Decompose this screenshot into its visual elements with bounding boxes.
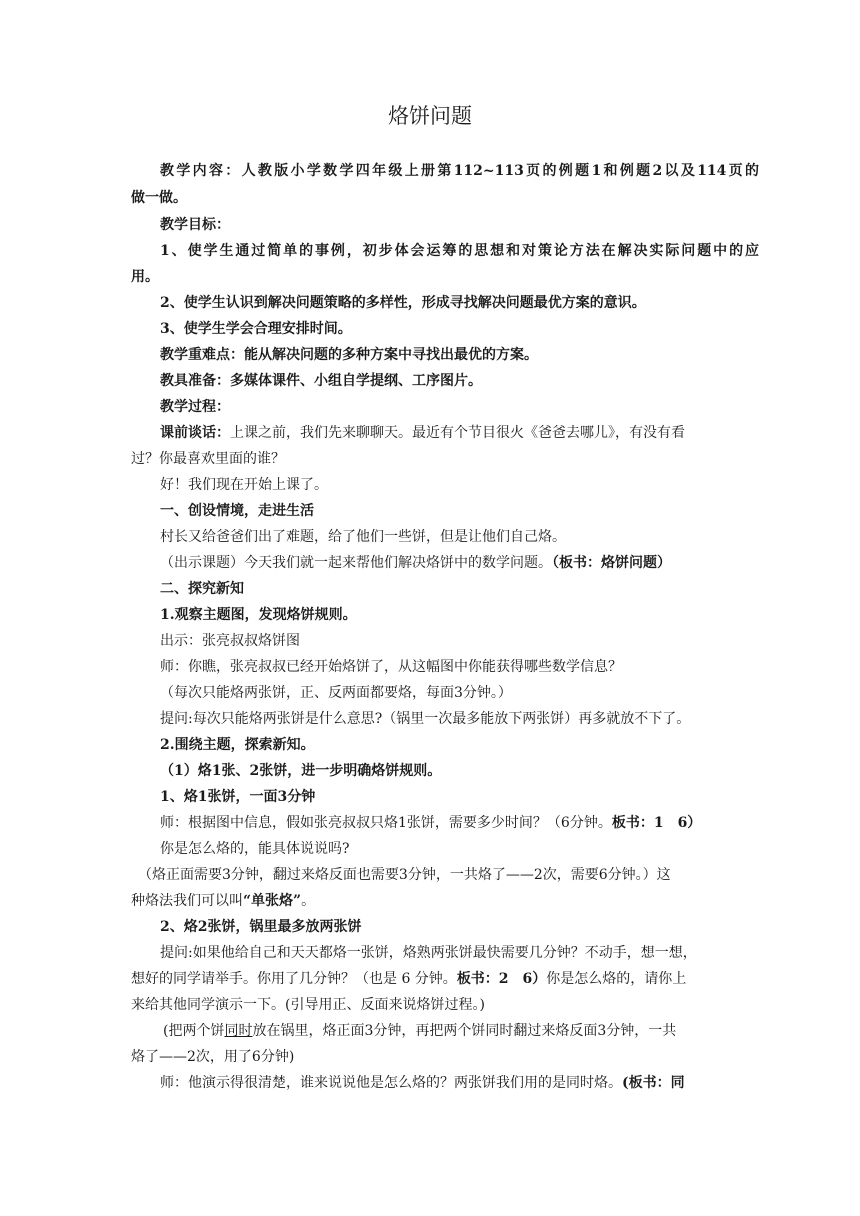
section-1-paragraph-2 xyxy=(160,553,671,573)
question-2-line-1: 提问:如果他给自己和天天都烙一张饼，烙熟两张饼最快需要几分钟？不动手，想一想， xyxy=(160,945,697,961)
section-1-text: （出示课题）今天我们就一起来帮他们解决烙饼中的数学问题。 xyxy=(160,555,552,571)
pre-talk-line-1 xyxy=(160,423,685,443)
question-2-text: 想好的同学请举手。你用了几分钟？（也是 6 分钟。 xyxy=(131,971,457,987)
teacher-line-2 xyxy=(160,813,701,833)
content-line-2: 做一做。 xyxy=(131,190,187,206)
question-2-tail: 你是怎么烙的，请你上 xyxy=(546,971,687,987)
board-note-title: （板书：烙饼问题） xyxy=(552,555,671,571)
show-picture-line: 出示：张亮叔叔烙饼图 xyxy=(160,633,300,649)
goal-1-line-2: 用。 xyxy=(131,269,159,285)
pre-talk-line-2: 过？你最喜欢里面的谁？ xyxy=(131,451,285,467)
key-points: 教学重难点：能从解决问题的多种方案中寻找出最优的方案。 xyxy=(160,347,538,363)
goal-2: 2、使学生认识到解决问题策略的多样性，形成寻找解决问题最优方案的意识。 xyxy=(160,295,646,311)
answer-1-end: 。 xyxy=(301,893,316,909)
section-1-heading: 一、创设情境，走进生活 xyxy=(160,503,314,519)
subsection-2-heading: 2.围绕主题，探索新知。 xyxy=(160,737,315,753)
answer-2-text-c: 放在锅里，烙正面3分钟，再把两个饼同时翻过来烙反面3分钟，一共 xyxy=(252,1023,677,1039)
question-line-1: 提问:每次只能烙两张饼是什么意思?（锅里一次最多能放下两张饼）再多就放不下了。 xyxy=(160,711,691,727)
single-bake-term: “单张烙” xyxy=(243,893,302,909)
answer-1-line-1: （烙正面需要3分钟，翻过来烙反面也需要3分钟，一共烙了——2次，需要6分钟。）这 xyxy=(138,867,671,883)
pre-talk-text: 上课之前，我们先来聊聊天。最近有个节目很火《爸爸去哪儿》，有没有看 xyxy=(230,425,685,441)
content-line-1: 教学内容：人教版小学数学四年级上册第112~113页的例题1和例题2以及114页的 xyxy=(160,163,759,179)
question-2-line-3: 来给其他同学演示一下。(引导用正、反面来说烙饼过程。) xyxy=(131,997,485,1013)
answer-2-line-2: 烙了——2次，用了6分钟) xyxy=(131,1049,295,1065)
heading-goals: 教学目标： xyxy=(160,217,230,233)
simultaneous-term: 同时 xyxy=(224,1023,253,1039)
answer-2-line-1 xyxy=(163,1021,676,1041)
question-2-line-2 xyxy=(131,969,686,989)
teacher-line-2-text: 师：根据图中信息，假如张亮叔叔只烙1张饼，需要多少时间？（6分钟。 xyxy=(160,815,612,831)
pre-talk-label: 课前谈话： xyxy=(160,425,230,441)
section-2-heading: 二、探究新知 xyxy=(160,581,244,597)
board-note-1: 板书：1 6） xyxy=(611,815,702,831)
teacher-line-3 xyxy=(160,1073,685,1093)
section-1-paragraph-1: 村长又给爸爸们出了难题，给了他们一些饼，但是让他们自己烙。 xyxy=(160,529,566,545)
document-title: 烙饼问题 xyxy=(388,104,472,128)
heading-process: 教学过程： xyxy=(160,399,230,415)
how-question-1: 你是怎么烙的，能具体说说吗? xyxy=(160,841,350,857)
materials: 教具准备：多媒体课件、小组自学提纲、工序图片。 xyxy=(160,373,482,389)
board-note-2: 板书：2 6） xyxy=(456,971,547,987)
answer-1-line-2 xyxy=(131,891,315,911)
case-1-heading: 1、烙1张饼，一面3分钟 xyxy=(160,789,316,805)
subsection-2-1-heading: （1）烙1张、2张饼，进一步明确烙饼规则。 xyxy=(160,763,442,779)
teacher-line-1: 师：你瞧，张亮叔叔已经开始烙饼了，从这幅图中你能获得哪些数学信息？ xyxy=(160,659,622,675)
goal-3: 3、使学生学会合理安排时间。 xyxy=(160,321,352,337)
subsection-1-heading: 1.观察主题图，发现烙饼规则。 xyxy=(160,607,357,623)
rule-line: （每次只能烙两张饼，正、反两面都要烙，每面3分钟。） xyxy=(160,685,512,701)
answer-2-text-a: (把两个饼 xyxy=(163,1023,225,1039)
case-2-heading: 2、烙2张饼，锅里最多放两张饼 xyxy=(160,919,362,935)
goal-1-line-1: 1、使学生通过简单的事例，初步体会运筹的思想和对策论方法在解决实际问题中的应 xyxy=(160,243,759,259)
start-line: 好！我们现在开始上课了。 xyxy=(160,477,328,493)
teacher-line-3-text: 师：他演示得很清楚，谁来说说他是怎么烙的？两张饼我们用的是同时烙。 xyxy=(160,1075,622,1091)
answer-1-text: 种烙法我们可以叫 xyxy=(131,893,243,909)
board-note-3: (板书：同 xyxy=(622,1075,685,1091)
